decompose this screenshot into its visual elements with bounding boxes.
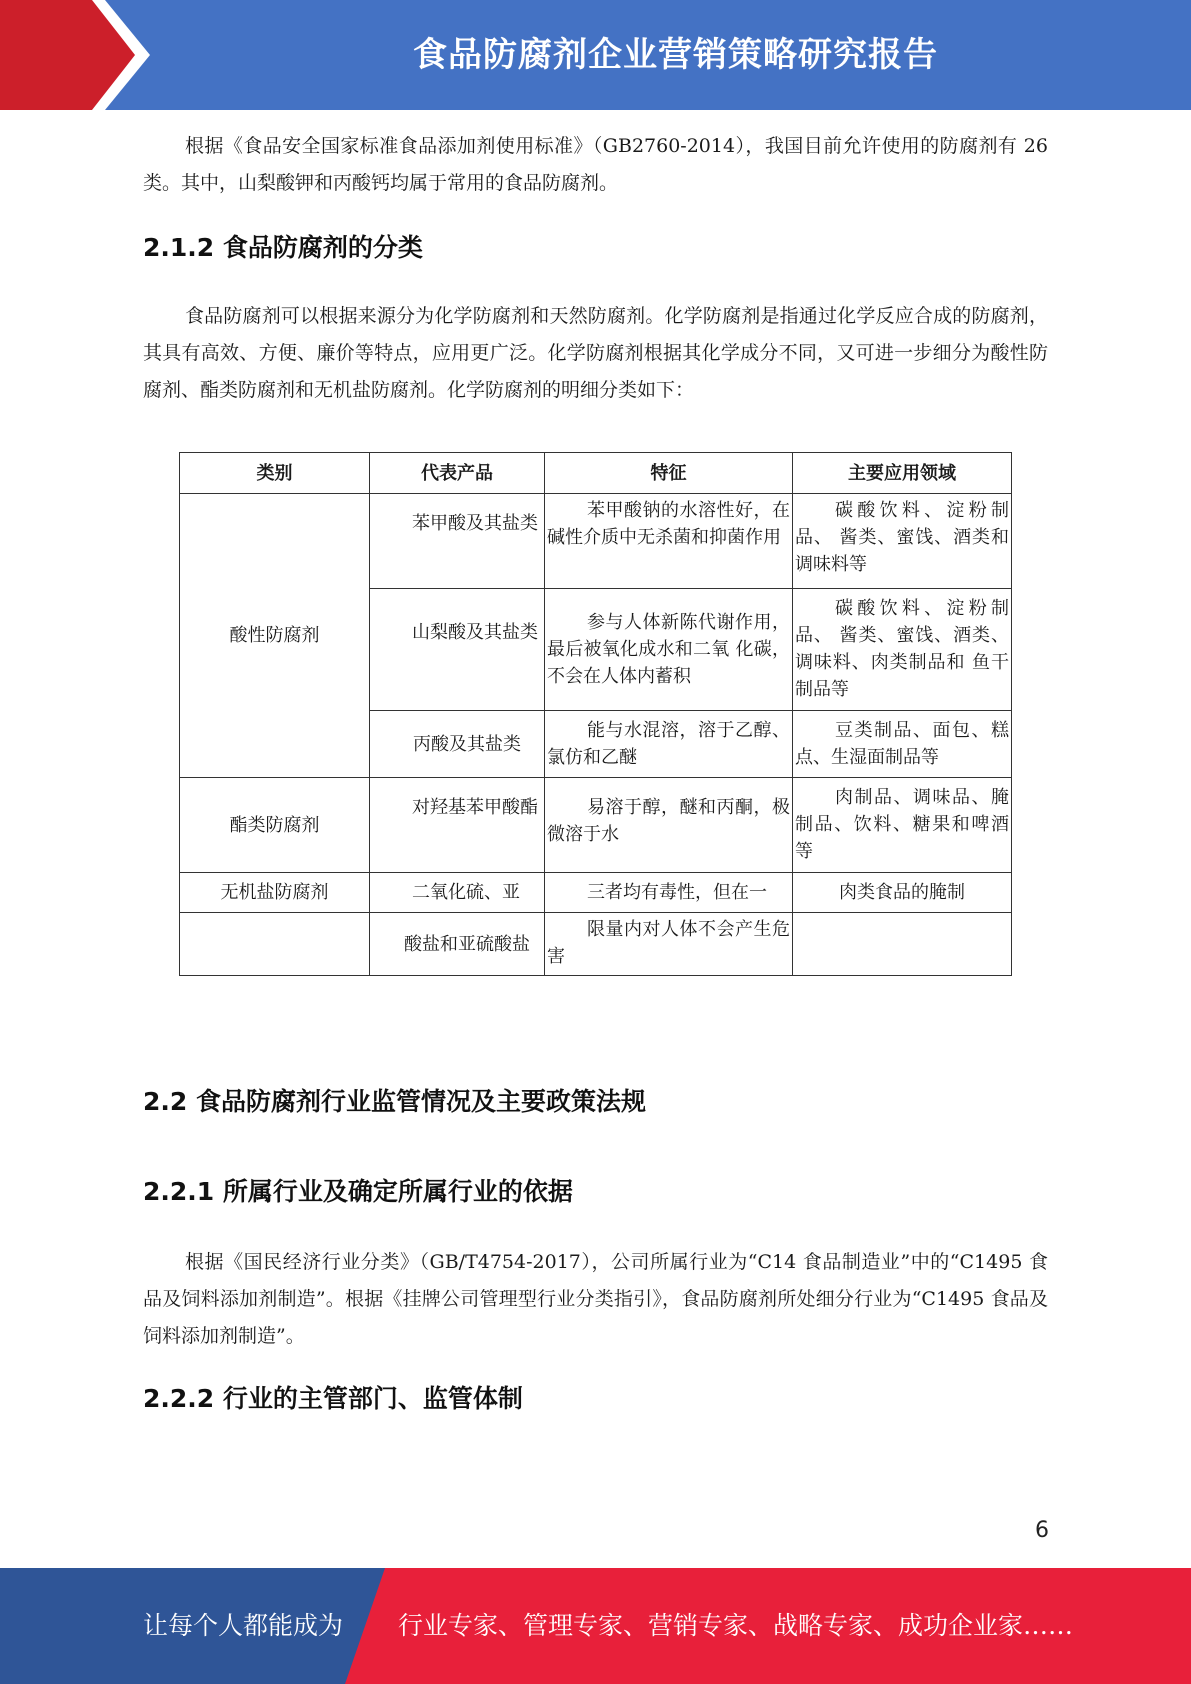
- page-content: [143, 128, 1048, 409]
- application-cell: [793, 711, 1012, 778]
- category-acidic: 酸性防腐剂: [180, 494, 370, 778]
- classification-table: [179, 452, 1012, 976]
- product-text: 酸盐和亚硫酸盐: [404, 933, 530, 955]
- product-cell: [370, 494, 545, 589]
- product-text: 山梨酸及其盐类: [412, 622, 538, 643]
- feature-cell: [545, 711, 793, 778]
- page-header: [0, 0, 1191, 110]
- report-title: 食品防腐剂企业营销策略研究报告: [413, 35, 938, 75]
- empty-cell: [180, 913, 370, 976]
- feature-cell: [545, 778, 793, 873]
- table-row: [180, 913, 1012, 976]
- page-number: 6: [1035, 1518, 1049, 1543]
- product-cell: [370, 913, 545, 976]
- feature-text: 易溶于醇，醚和丙酮，极 微溶于水: [547, 797, 790, 845]
- heading-2-2-1: 2.2.1 所属行业及确定所属行业的依据: [143, 1177, 573, 1206]
- industry-paragraph: 根据《国民经济行业分类》（GB/T4754-2017），公司所属行业为“C14 食品制造业”中的“C1495 食品及饲料添加剂制造”。根据《挂牌公司管理型行业分类指引》，食品防腐剂所处细分行业为“C1495 食品及饲料添加剂制造”。: [143, 1251, 1048, 1347]
- classification-paragraph: 食品防腐剂可以根据来源分为化学防腐剂和天然防腐剂。化学防腐剂是指通过化学反应合成的防腐剂，其具有高效、方便、廉价等特点，应用更广泛。化学防腐剂根据其化学成分不同，又可进一步细分为酸性防腐剂、酯类防腐剂和无机盐防腐剂。化学防腐剂的明细分类如下：: [143, 305, 1048, 401]
- table-row: [180, 873, 1012, 913]
- application-cell: [793, 589, 1012, 711]
- heading-2-2: 2.2 食品防腐剂行业监管情况及主要政策法规: [143, 1087, 646, 1116]
- product-text: 二氧化硫、亚: [412, 882, 520, 903]
- table-row: [180, 778, 1012, 873]
- table-header-row: [180, 453, 1012, 494]
- feature-cell: [545, 589, 793, 711]
- application-cell: [793, 873, 1012, 913]
- application-cell: [793, 913, 1012, 976]
- feature-cell: [545, 873, 793, 913]
- product-text: 对羟基苯甲酸酯: [412, 797, 538, 818]
- feature-text: 苯甲酸钠的水溶性好，在 碱性介质中无杀菌和抑菌作用: [547, 500, 790, 548]
- intro-paragraph: 根据《食品安全国家标准食品添加剂使用标准》（GB2760-2014），我国目前允许使用的防腐剂有 26 类。其中，山梨酸钾和丙酸钙均属于常用的食品防腐剂。: [143, 135, 1048, 194]
- header-category: 类别: [180, 453, 370, 494]
- footer-slogan-right: 行业专家、管理专家、营销专家、战略专家、成功企业家……: [398, 1611, 1074, 1640]
- category-inorganic: 无机盐防腐剂: [180, 873, 370, 913]
- product-text: 苯甲酸及其盐类: [412, 513, 538, 534]
- product-cell: [370, 711, 545, 778]
- feature-text: 能与水混溶，溶于乙醇、氯仿和乙醚: [547, 720, 790, 768]
- header-application: 主要应用领域: [793, 453, 1012, 494]
- application-text: 肉类食品的腌制: [839, 882, 965, 903]
- feature-cell: [545, 913, 793, 976]
- product-cell: [370, 873, 545, 913]
- application-text: 肉制品、调味品、腌 制品、饮料、糖果和啤酒等: [795, 787, 1009, 862]
- header-feature: 特征: [545, 453, 793, 494]
- feature-text: 参与人体新陈代谢作用， 最后被氧化成水和二氧 化碳，不会在人体内蓄积: [547, 612, 790, 687]
- feature-text: 限量内对人体不会产生危害: [547, 919, 790, 967]
- header-product: 代表产品: [370, 453, 545, 494]
- application-text: 豆类制品、面包、糕 点、生湿面制品等: [795, 720, 1009, 768]
- heading-2-1-2: 2.1.2 食品防腐剂的分类: [143, 233, 423, 262]
- product-text: 丙酸及其盐类: [413, 733, 521, 755]
- footer-slogan-left: 让每个人都能成为: [143, 1611, 344, 1640]
- category-ester: 酯类防腐剂: [180, 778, 370, 873]
- feature-cell: [545, 494, 793, 589]
- table-row: [180, 494, 1012, 589]
- application-text: 碳酸饮料、淀粉制品、 酱类、蜜饯、酒类和 调味料等: [795, 500, 1009, 575]
- application-cell: [793, 778, 1012, 873]
- application-cell: [793, 494, 1012, 589]
- heading-2-2-2: 2.2.2 行业的主管部门、监管体制: [143, 1384, 523, 1413]
- product-cell: [370, 778, 545, 873]
- feature-text: 三者均有毒性，但在一: [587, 882, 767, 903]
- product-cell: [370, 589, 545, 711]
- application-text: 碳酸饮料、淀粉制品、 酱类、蜜饯、酒类、 调味料、肉类制品和 鱼干制品等: [795, 598, 1009, 700]
- section-2-2: [143, 1082, 1048, 1419]
